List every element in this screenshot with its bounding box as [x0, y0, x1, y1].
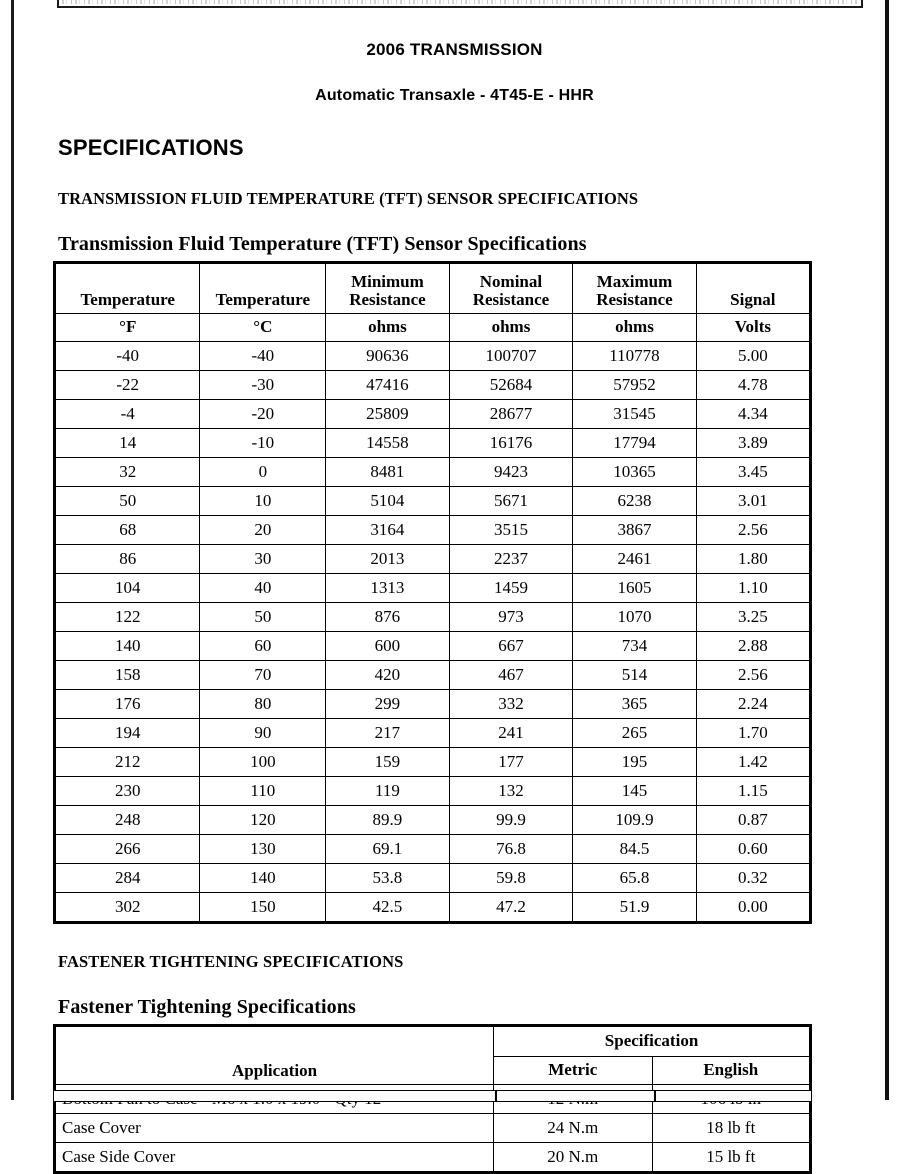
tft-cell-temperature-c: 150	[200, 893, 326, 923]
tft-cell-nominal-resistance: 59.8	[449, 864, 573, 893]
tft-cell-temperature-c: -10	[200, 429, 326, 458]
tft-cell-temperature-f: 266	[55, 835, 200, 864]
table-row	[55, 893, 811, 923]
table-row	[55, 661, 811, 690]
tft-cell-temperature-f: 176	[55, 690, 200, 719]
tft-cell-nominal-resistance: 47.2	[449, 893, 573, 923]
clipped-row-divider-1	[495, 1091, 497, 1101]
fastener-cell-english: 18 lb ft	[652, 1114, 811, 1143]
fastener-col-header-metric: Metric	[494, 1057, 652, 1085]
tft-cell-signal-volts: 3.25	[696, 603, 810, 632]
tft-cell-temperature-f: 230	[55, 777, 200, 806]
table-row	[55, 1143, 811, 1173]
table-row	[55, 690, 811, 719]
tft-header-row-names	[55, 263, 811, 314]
tft-cell-maximum-resistance: 1605	[573, 574, 697, 603]
tft-cell-temperature-f: 140	[55, 632, 200, 661]
clipped-row-divider-2	[654, 1091, 656, 1101]
tft-cell-temperature-f: 212	[55, 748, 200, 777]
tft-cell-temperature-f: 284	[55, 864, 200, 893]
tft-col-header-max-line1: Maximum	[596, 271, 673, 291]
tft-cell-signal-volts: 2.56	[696, 661, 810, 690]
tft-cell-maximum-resistance: 3867	[573, 516, 697, 545]
tft-cell-temperature-c: 50	[200, 603, 326, 632]
fastener-table-caption: Fastener Tightening Specifications	[58, 996, 356, 1018]
tft-cell-signal-volts: 3.01	[696, 487, 810, 516]
tft-cell-temperature-c: 130	[200, 835, 326, 864]
fastener-cell-application: Case Cover	[55, 1114, 494, 1143]
tft-cell-nominal-resistance: 28677	[449, 400, 573, 429]
tft-cell-temperature-c: 10	[200, 487, 326, 516]
tft-unit-nominal-resistance: ohms	[449, 314, 573, 342]
tft-cell-maximum-resistance: 84.5	[573, 835, 697, 864]
tft-cell-temperature-c: 60	[200, 632, 326, 661]
tft-cell-minimum-resistance: 47416	[326, 371, 450, 400]
tft-cell-nominal-resistance: 3515	[449, 516, 573, 545]
table-row	[55, 574, 811, 603]
tft-cell-minimum-resistance: 217	[326, 719, 450, 748]
tft-cell-signal-volts: 1.70	[696, 719, 810, 748]
fastener-cell-metric: 24 N.m	[494, 1114, 652, 1143]
tft-cell-maximum-resistance: 57952	[573, 371, 697, 400]
tft-cell-temperature-f: 302	[55, 893, 200, 923]
tft-cell-nominal-resistance: 100707	[449, 342, 573, 371]
tft-cell-temperature-f: 32	[55, 458, 200, 487]
tft-cell-maximum-resistance: 10365	[573, 458, 697, 487]
tft-cell-minimum-resistance: 25809	[326, 400, 450, 429]
tft-col-header-temperature-c: Temperature	[200, 263, 326, 314]
table-row	[55, 603, 811, 632]
tft-cell-nominal-resistance: 177	[449, 748, 573, 777]
table-row	[55, 719, 811, 748]
table-row	[55, 748, 811, 777]
table-row	[55, 371, 811, 400]
tft-cell-signal-volts: 1.15	[696, 777, 810, 806]
tft-cell-nominal-resistance: 332	[449, 690, 573, 719]
tft-cell-minimum-resistance: 53.8	[326, 864, 450, 893]
tft-cell-nominal-resistance: 76.8	[449, 835, 573, 864]
tft-cell-temperature-c: -20	[200, 400, 326, 429]
tft-cell-maximum-resistance: 51.9	[573, 893, 697, 923]
tft-unit-minimum-resistance: ohms	[326, 314, 450, 342]
tft-cell-temperature-f: 14	[55, 429, 200, 458]
table-row	[55, 429, 811, 458]
tft-cell-temperature-c: 30	[200, 545, 326, 574]
tft-cell-signal-volts: 4.34	[696, 400, 810, 429]
tft-cell-maximum-resistance: 65.8	[573, 864, 697, 893]
tft-unit-temperature-f: °F	[55, 314, 200, 342]
table-row	[55, 342, 811, 371]
tft-cell-nominal-resistance: 973	[449, 603, 573, 632]
tft-cell-temperature-c: 110	[200, 777, 326, 806]
tft-cell-minimum-resistance: 420	[326, 661, 450, 690]
table-row	[55, 458, 811, 487]
tft-cell-signal-volts: 0.32	[696, 864, 810, 893]
tft-cell-signal-volts: 2.88	[696, 632, 810, 661]
tft-cell-minimum-resistance: 42.5	[326, 893, 450, 923]
fastener-cell-english: 15 lb ft	[652, 1143, 811, 1173]
tft-cell-temperature-f: 158	[55, 661, 200, 690]
clipped-bottom-table-row	[53, 1090, 812, 1102]
fastener-cell-application: Case Side Cover	[55, 1143, 494, 1173]
tft-cell-temperature-f: 194	[55, 719, 200, 748]
tft-cell-maximum-resistance: 110778	[573, 342, 697, 371]
tft-cell-temperature-c: 120	[200, 806, 326, 835]
tft-cell-nominal-resistance: 2237	[449, 545, 573, 574]
tft-cell-temperature-c: 70	[200, 661, 326, 690]
tft-cell-minimum-resistance: 299	[326, 690, 450, 719]
tft-cell-signal-volts: 5.00	[696, 342, 810, 371]
table-row	[55, 516, 811, 545]
tft-cell-minimum-resistance: 5104	[326, 487, 450, 516]
document-title: 2006 TRANSMISSION	[366, 40, 543, 59]
tft-cell-nominal-resistance: 241	[449, 719, 573, 748]
tft-section-heading: TRANSMISSION FLUID TEMPERATURE (TFT) SENSOR SPECIFICATIONS	[58, 189, 639, 208]
tft-cell-maximum-resistance: 1070	[573, 603, 697, 632]
tft-cell-temperature-f: 104	[55, 574, 200, 603]
tft-col-header-nominal-resistance	[449, 263, 573, 314]
table-row	[55, 545, 811, 574]
tft-cell-temperature-c: 0	[200, 458, 326, 487]
tft-unit-signal: Volts	[696, 314, 810, 342]
fastener-header-row-top	[55, 1026, 811, 1057]
tft-table-body	[55, 342, 811, 923]
table-row	[55, 487, 811, 516]
tft-cell-minimum-resistance: 89.9	[326, 806, 450, 835]
tft-cell-maximum-resistance: 109.9	[573, 806, 697, 835]
tft-cell-nominal-resistance: 99.9	[449, 806, 573, 835]
tft-cell-temperature-f: 68	[55, 516, 200, 545]
table-row	[55, 1114, 811, 1143]
tft-cell-nominal-resistance: 132	[449, 777, 573, 806]
tft-cell-temperature-c: 80	[200, 690, 326, 719]
tft-cell-signal-volts: 1.10	[696, 574, 810, 603]
tft-cell-temperature-c: 40	[200, 574, 326, 603]
tft-cell-signal-volts: 3.45	[696, 458, 810, 487]
tft-cell-signal-volts: 2.24	[696, 690, 810, 719]
tft-cell-temperature-f: 122	[55, 603, 200, 632]
tft-cell-temperature-c: 140	[200, 864, 326, 893]
tft-cell-nominal-resistance: 467	[449, 661, 573, 690]
tft-cell-temperature-c: -30	[200, 371, 326, 400]
tft-cell-minimum-resistance: 159	[326, 748, 450, 777]
tft-cell-nominal-resistance: 9423	[449, 458, 573, 487]
tft-sensor-specifications-table	[53, 261, 812, 924]
tft-cell-temperature-f: 50	[55, 487, 200, 516]
tft-cell-minimum-resistance: 600	[326, 632, 450, 661]
tft-cell-signal-volts: 3.89	[696, 429, 810, 458]
fastener-cell-metric: 20 N.m	[494, 1143, 652, 1173]
tft-col-header-min-line2: Resistance	[349, 289, 426, 309]
tft-cell-nominal-resistance: 16176	[449, 429, 573, 458]
tft-table-head	[55, 263, 811, 342]
tft-cell-signal-volts: 1.80	[696, 545, 810, 574]
tft-table-caption: Transmission Fluid Temperature (TFT) Sensor Specifications	[58, 233, 587, 255]
tft-cell-minimum-resistance: 876	[326, 603, 450, 632]
tft-cell-temperature-f: -22	[55, 371, 200, 400]
tft-cell-maximum-resistance: 734	[573, 632, 697, 661]
tft-cell-temperature-c: 90	[200, 719, 326, 748]
tft-cell-maximum-resistance: 31545	[573, 400, 697, 429]
tft-cell-maximum-resistance: 17794	[573, 429, 697, 458]
tft-cell-temperature-c: 100	[200, 748, 326, 777]
tft-cell-maximum-resistance: 195	[573, 748, 697, 777]
fastener-col-header-specification: Specification	[494, 1026, 811, 1057]
tft-cell-temperature-f: -4	[55, 400, 200, 429]
tft-cell-minimum-resistance: 3164	[326, 516, 450, 545]
tft-col-header-min-line1: Minimum	[351, 271, 424, 291]
tft-cell-signal-volts: 1.42	[696, 748, 810, 777]
tft-cell-maximum-resistance: 2461	[573, 545, 697, 574]
tft-unit-maximum-resistance: ohms	[573, 314, 697, 342]
tft-col-header-nom-line1: Nominal	[479, 271, 543, 291]
tft-cell-temperature-c: -40	[200, 342, 326, 371]
tft-cell-nominal-resistance: 52684	[449, 371, 573, 400]
tft-cell-maximum-resistance: 514	[573, 661, 697, 690]
tft-cell-nominal-resistance: 667	[449, 632, 573, 661]
tft-col-header-max-line2: Resistance	[596, 289, 673, 309]
table-row	[55, 864, 811, 893]
tft-cell-maximum-resistance: 145	[573, 777, 697, 806]
tft-col-header-temperature-f: Temperature	[55, 263, 200, 314]
tft-cell-minimum-resistance: 8481	[326, 458, 450, 487]
tft-cell-minimum-resistance: 90636	[326, 342, 450, 371]
tft-cell-signal-volts: 0.87	[696, 806, 810, 835]
tft-cell-temperature-f: 86	[55, 545, 200, 574]
tft-header-row-units	[55, 314, 811, 342]
tft-col-header-minimum-resistance	[326, 263, 450, 314]
table-row	[55, 632, 811, 661]
tft-col-header-signal: Signal	[696, 263, 810, 314]
tft-cell-minimum-resistance: 119	[326, 777, 450, 806]
tft-cell-signal-volts: 2.56	[696, 516, 810, 545]
tft-col-header-nom-line2: Resistance	[472, 289, 550, 309]
tft-cell-maximum-resistance: 6238	[573, 487, 697, 516]
fastener-col-header-application: Application	[55, 1026, 494, 1085]
fastener-col-header-english: English	[652, 1057, 811, 1085]
tft-cell-signal-volts: 0.60	[696, 835, 810, 864]
tft-unit-temperature-c: °C	[200, 314, 326, 342]
tft-cell-maximum-resistance: 365	[573, 690, 697, 719]
tft-col-header-maximum-resistance	[573, 263, 697, 314]
tft-cell-minimum-resistance: 14558	[326, 429, 450, 458]
tft-cell-temperature-c: 20	[200, 516, 326, 545]
tft-cell-minimum-resistance: 2013	[326, 545, 450, 574]
document-subtitle: Automatic Transaxle - 4T45-E - HHR	[315, 87, 594, 104]
table-row	[55, 835, 811, 864]
tft-cell-temperature-f: 248	[55, 806, 200, 835]
tft-cell-minimum-resistance: 1313	[326, 574, 450, 603]
table-row	[55, 777, 811, 806]
fastener-table-head	[55, 1026, 811, 1085]
tft-cell-maximum-resistance: 265	[573, 719, 697, 748]
tft-cell-nominal-resistance: 1459	[449, 574, 573, 603]
tft-cell-signal-volts: 4.78	[696, 371, 810, 400]
tft-cell-nominal-resistance: 5671	[449, 487, 573, 516]
tft-cell-minimum-resistance: 69.1	[326, 835, 450, 864]
tft-cell-signal-volts: 0.00	[696, 893, 810, 923]
table-row	[55, 806, 811, 835]
fastener-section-heading: FASTENER TIGHTENING SPECIFICATIONS	[58, 952, 404, 971]
table-row	[55, 400, 811, 429]
tft-cell-temperature-f: -40	[55, 342, 200, 371]
page-title: SPECIFICATIONS	[58, 135, 244, 160]
